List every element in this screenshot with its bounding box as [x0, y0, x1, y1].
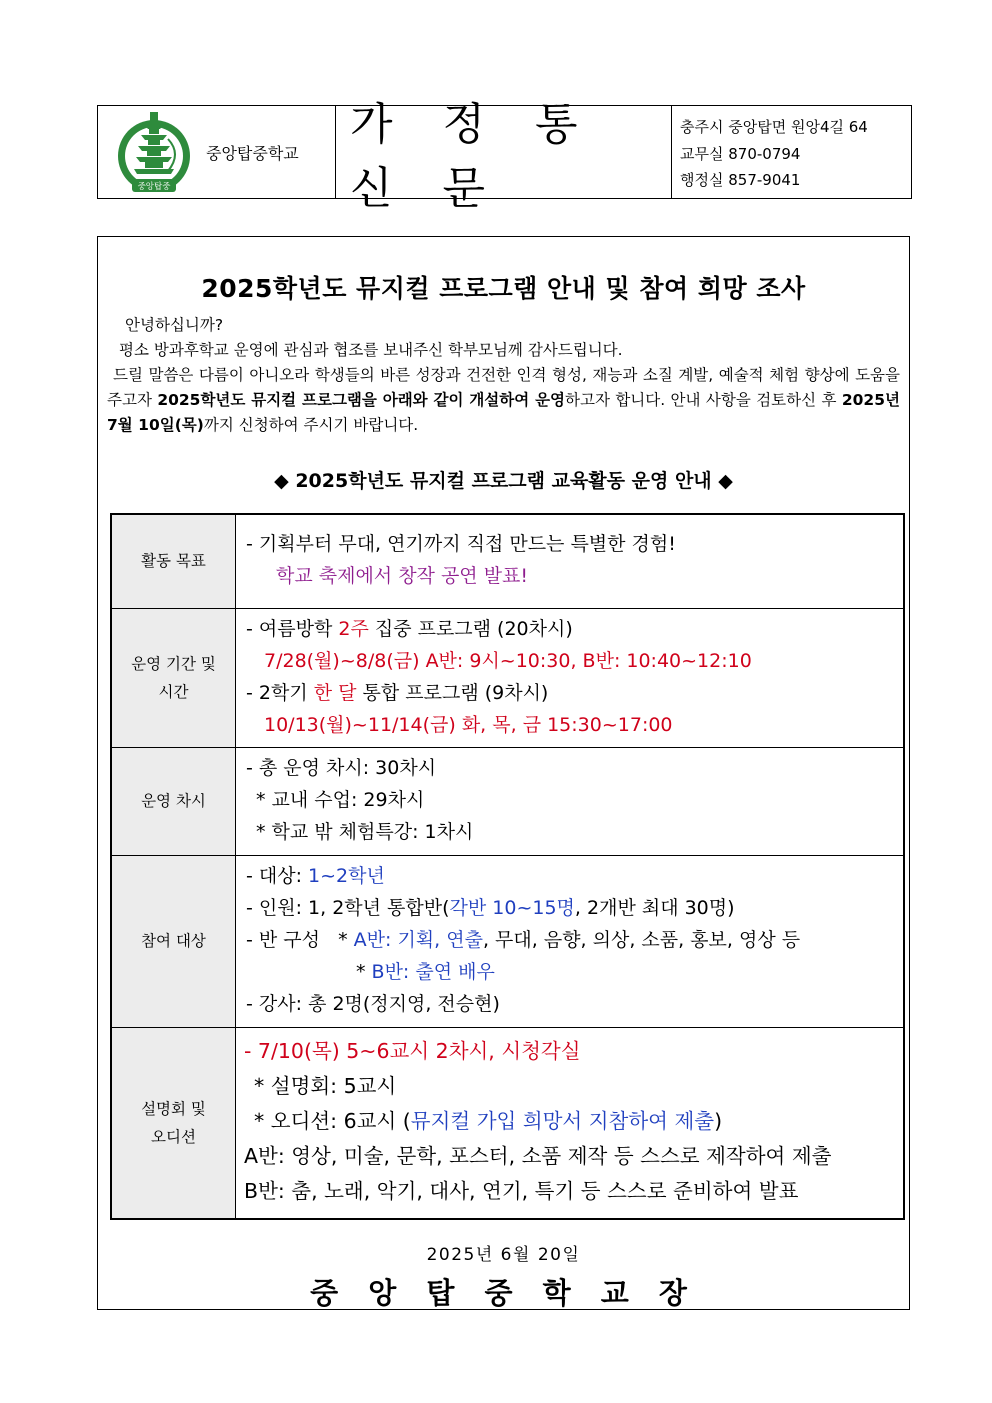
- row-label-target: 참여 대상: [111, 855, 236, 1027]
- school-identity: [98, 106, 336, 198]
- goal-cell: - 기획부터 무대, 연기까지 직접 만드는 특별한 경험! 학교 축제에서 창작 공연 발표!: [236, 514, 905, 608]
- row-label-period: 운영 기간 및 시간: [111, 608, 236, 747]
- intro-text: [107, 313, 900, 438]
- svg-text:중앙탑중: 중앙탑중: [137, 182, 171, 192]
- principal-signature: 중 앙 탑 중 학 교 장: [310, 1276, 697, 1310]
- table-row: [111, 1027, 904, 1219]
- notice-title: 2025학년도 뮤지컬 프로그램 안내 및 참여 희망 조사: [201, 274, 806, 303]
- school-logo-icon: [116, 109, 192, 195]
- notice-body: [97, 236, 910, 1310]
- row-label-goal: 활동 목표: [111, 514, 236, 608]
- contact-info: [672, 106, 911, 198]
- letter-header: [97, 99, 912, 214]
- table-row: [111, 747, 904, 855]
- table-row: [111, 855, 904, 1027]
- period-cell: - 여름방학 2주 집중 프로그램 (20차시) 7/28(월)~8/8(금) A반: 9시~10:30, B반: 10:40~12:10 - 2학기 한 달 통합 프로그램 (9차시) 10/13(월)~11/14(금) 화, 목, 금 15:30~17:00: [236, 608, 905, 747]
- school-address: 충주시 중앙탑면 원앙4길 64: [680, 118, 868, 136]
- section-heading: ◆ 2025학년도 뮤지컬 프로그램 교육활동 운영 안내 ◆: [274, 470, 733, 492]
- school-name: 중앙탑중학교: [206, 143, 299, 163]
- academic-office-phone: 교무실 870-0794: [680, 144, 801, 163]
- table-row: [111, 514, 904, 608]
- admin-office-phone: 행정실 857-9041: [680, 171, 801, 189]
- intro-paragraph: 드릴 말씀은 다름이 아니오라 학생들의 바른 성장과 건전한 인격 형성, 재능과 소질 계발, 예술적 체험 향상에 도움을 주고자 2025학년도 뮤지컬 프로그램을 아래와 같이 개설하여 운영하고자 합니다. 안내 사항을 검토하신 후 2025년 7월 10일(목)까지 신청하여 주시기 바랍니다.: [107, 366, 900, 434]
- issue-date: 2025년 6월 20일: [426, 1245, 581, 1265]
- row-label-audition: 설명회 및 오디션: [111, 1027, 236, 1219]
- greeting: 안녕하십니까?: [125, 316, 224, 334]
- target-cell: - 대상: 1~2학년 - 인원: 1, 2학년 통합반(각반 10~15명, 2개반 최대 30명) - 반 구성 * A반: 기획, 연출, 무대, 음향, 의상, 소품, 홍보, 영상 등 * B반: 출연 배우 - 강사: 총 2명(정지영, 전승현): [236, 855, 905, 1027]
- table-row: [111, 608, 904, 747]
- sessions-cell: - 총 운영 차시: 30차시 * 교내 수업: 29차시 * 학교 밖 체험특강: 1차시: [236, 747, 905, 855]
- row-label-sessions: 운영 차시: [111, 747, 236, 855]
- thanks-line: 평소 방과후학교 운영에 관심과 협조를 보내주신 학부모님께 감사드립니다.: [119, 341, 623, 359]
- letter-title: 가 정 통 신 문: [336, 106, 672, 198]
- program-info-table: [110, 513, 905, 1220]
- audition-cell: - 7/10(목) 5~6교시 2차시, 시청각실 * 설명회: 5교시 * 오디션: 6교시 (뮤지컬 가입 희망서 지참하여 제출) A반: 영상, 미술, 문학, 포스터, 소품 제작 등 스스로 제작하여 제출 B반: 춤, 노래, 악기, 대사, 연기, 특기 등 스스로 준비하여 발표: [236, 1027, 905, 1219]
